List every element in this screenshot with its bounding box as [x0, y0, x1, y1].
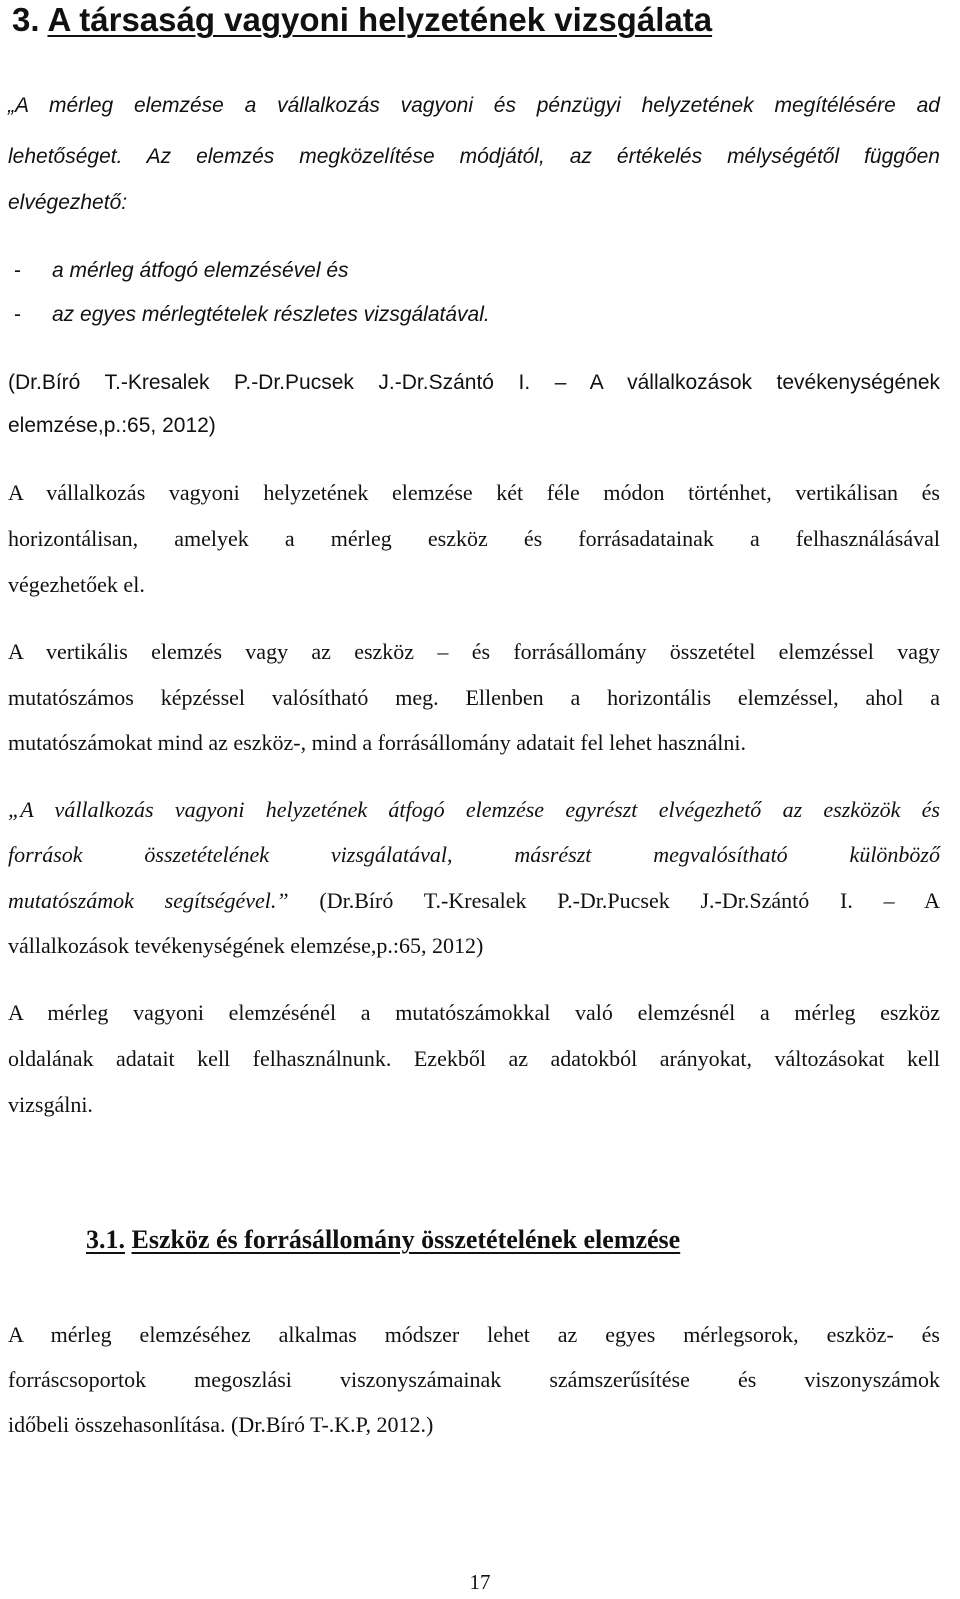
paragraph-line: vizsgálni.	[8, 1092, 93, 1117]
paragraph-line: végezhetőek el.	[8, 572, 145, 597]
paragraph-line: időbeli összehasonlítása. (Dr.Bíró T-.K.P, 2012.)	[8, 1412, 434, 1437]
paragraph-line: A vertikális elemzés vagy az eszköz – és forrásállomány összetétel elemzéssel vagy	[8, 639, 940, 664]
bullet-text: a mérleg átfogó elemzésével és	[52, 259, 349, 282]
paragraph-line: mutatószámos képzéssel valósítható meg. Ellenben a horizontális elemzéssel, ahol a	[8, 685, 940, 710]
section-number: 3.	[12, 1, 40, 38]
quote-line: elvégezhető:	[8, 191, 128, 214]
quote-line: lehetőséget. Az elemzés megközelítése módjától, az értékelés mélységétől függően	[8, 145, 940, 168]
quote-line: vállalkozások tevékenységének elemzése,p.:65, 2012)	[8, 933, 484, 958]
section-heading	[12, 0, 712, 40]
quote-line: „A mérleg elemzése a vállalkozás vagyoni és pénzügyi helyzetének megítélésére ad	[8, 94, 940, 117]
paragraph-line: oldalának adatait kell felhasználnunk. Ezekből az adatokból arányokat, változásokat kell	[8, 1046, 940, 1071]
quote-line	[8, 887, 940, 915]
paragraph-line: A vállalkozás vagyoni helyzetének elemzése két féle módon történhet, vertikálisan és	[8, 480, 940, 505]
paragraph-line: horizontálisan, amelyek a mérleg eszköz és forrásadatainak a felhasználásával	[8, 526, 940, 551]
section-title: A társaság vagyoni helyzetének vizsgálata	[47, 1, 713, 38]
bullet-dash: -	[14, 303, 21, 326]
page-number: 17	[469, 1570, 491, 1594]
bullet-dash: -	[14, 259, 21, 282]
bullet-text: az egyes mérlegtételek részletes vizsgálatával.	[52, 303, 490, 326]
quote-end-italic: mutatószámok segítségével.”	[8, 888, 289, 913]
paragraph-line: A mérleg elemzéséhez alkalmas módszer lehet az egyes mérlegsorok, eszköz- és	[8, 1322, 940, 1347]
quote-line: források összetételének vizsgálatával, másrészt megvalósítható különböző	[8, 842, 940, 867]
subsection-heading	[86, 1223, 680, 1257]
quote-citation: (Dr.Bíró T.-Kresalek P.-Dr.Pucsek J.-Dr.Szántó I. – A	[288, 888, 941, 913]
subsection-title: Eszköz és forrásállomány összetételének elemzése	[131, 1225, 681, 1254]
subsection-number: 3.1.	[86, 1225, 125, 1254]
paragraph-line: A mérleg vagyoni elemzésénél a mutatószámokkal való elemzésnél a mérleg eszköz	[8, 1000, 940, 1025]
quote-line: „A vállalkozás vagyoni helyzetének átfogó elemzése egyrészt elvégezhető az eszközök és	[8, 797, 940, 822]
paragraph-line: mutatószámokat mind az eszköz-, mind a forrásállomány adatait fel lehet használni.	[8, 730, 746, 755]
citation-line: elemzése,p.:65, 2012)	[8, 414, 216, 437]
citation-line: (Dr.Bíró T.-Kresalek P.-Dr.Pucsek J.-Dr.Szántó I. – A vállalkozások tevékenységének	[8, 371, 940, 394]
paragraph-line: forráscsoportok megoszlási viszonyszámainak számszerűsítése és viszonyszámok	[8, 1367, 940, 1392]
